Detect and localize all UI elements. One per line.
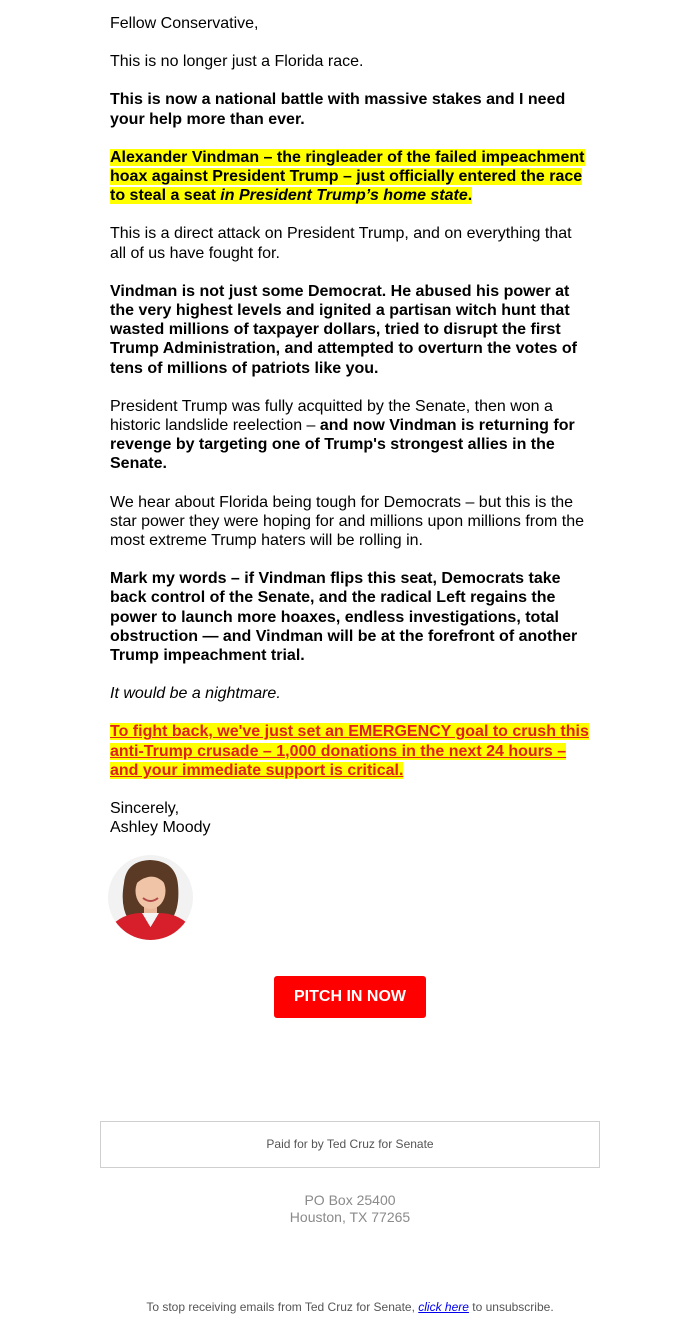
signoff: Sincerely, bbox=[110, 800, 180, 818]
highlight-main: Alexander Vindman – the ringleader of the failed impeachment hoax against President Trump – just officially entered the race to steal a seat bbox=[110, 148, 585, 205]
paragraph-acquitted bbox=[110, 397, 592, 474]
unsubscribe-text-before: To stop receiving emails from Ted Cruz for Senate, bbox=[146, 1300, 419, 1314]
emergency-link[interactable]: To fight back, we've just set an EMERGENCY goal to crush this anti-Trump crusade – 1,000 donations in the next 24 hours – and your immediate support is critical. bbox=[110, 723, 589, 779]
unsubscribe-text-after: to unsubscribe. bbox=[468, 1300, 554, 1314]
acquitted-bold: and now Vindman is returning for revenge by targeting one of Trump's strongest allies in the Senate. bbox=[110, 417, 575, 473]
paragraph-national-battle: This is now a national battle with massive stakes and I need your help more than ever. bbox=[110, 91, 566, 128]
unsubscribe-footer bbox=[0, 1300, 700, 1314]
portrait-photo-icon bbox=[108, 855, 193, 940]
signer-name: Ashley Moody bbox=[110, 819, 211, 837]
mailing-address bbox=[0, 1192, 700, 1226]
pitch-in-now-button[interactable]: PITCH IN NOW bbox=[274, 976, 426, 1018]
highlight-italic: in President Trump’s home state bbox=[220, 187, 468, 205]
greeting: Fellow Conservative, bbox=[110, 15, 259, 32]
paragraph-florida: We hear about Florida being tough for Democrats – but this is the star power they were hoping for and millions upon millions from the most extreme Trump haters will be rolling in. bbox=[110, 493, 585, 550]
paragraph-emergency[interactable] bbox=[110, 722, 592, 780]
paragraph-vindman-abuse: Vindman is not just some Democrat. He abused his power at the very highest levels and ignited a partisan witch hunt that wasted millions of taxpayer dollars, tried to disrupt the first Trump Administration, and attempted to overturn the votes of tens of millions of patriots like you. bbox=[110, 282, 577, 377]
paragraph-intro: This is no longer just a Florida race. bbox=[110, 53, 364, 71]
paragraph-vindman-highlight bbox=[110, 148, 592, 206]
paragraph-nightmare: It would be a nightmare. bbox=[110, 685, 281, 703]
highlight-end: . bbox=[467, 187, 473, 205]
acquitted-normal: President Trump was fully acquitted by the Senate, then won a historic landslide reelection – bbox=[110, 397, 553, 435]
signature-block bbox=[110, 799, 592, 837]
unsubscribe-link[interactable]: click here bbox=[418, 1300, 469, 1314]
address-line-1: PO Box 25400 bbox=[304, 1192, 396, 1208]
avatar bbox=[108, 855, 193, 940]
paid-for-disclaimer: Paid for by Ted Cruz for Senate bbox=[100, 1121, 600, 1168]
paragraph-direct-attack: This is a direct attack on President Trump, and on everything that all of us have fought for. bbox=[110, 225, 572, 262]
paragraph-mark-my-words: Mark my words – if Vindman flips this seat, Democrats take back control of the Senate, and the radical Left regains the power to launch more hoaxes, endless investigations, total obstruction — and Vindman will be at the forefront of another Trump impeachment trial. bbox=[110, 570, 578, 665]
email-body bbox=[110, 14, 592, 857]
address-line-2: Houston, TX 77265 bbox=[289, 1209, 411, 1225]
